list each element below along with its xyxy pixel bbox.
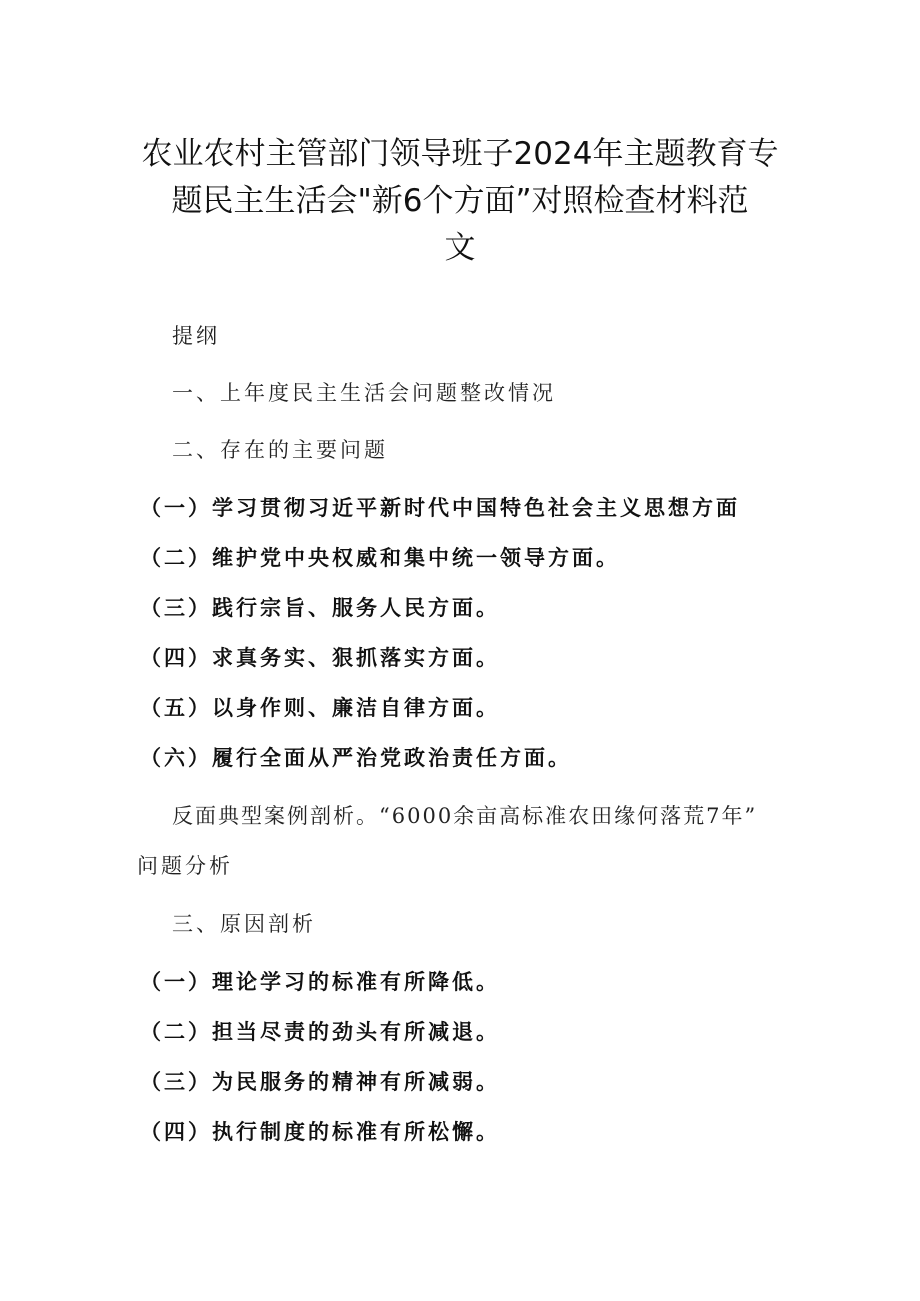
cause-item-2: （二）担当尽责的劲头有所减退。: [140, 1020, 500, 1044]
problem-item-2: （二）维护党中央权威和集中统一领导方面。: [140, 546, 620, 570]
cause-item-1: （一）理论学习的标准有所降低。: [140, 970, 500, 994]
title-line-1: 农业农村主管部门领导班子2024年主题教育专: [141, 136, 779, 172]
section-heading-3: 三、原因剖析: [172, 912, 316, 936]
outline-label: 提纲: [172, 324, 220, 348]
problem-item-1: （一）学习贯彻习近平新时代中国特色社会主义思想方面: [140, 496, 740, 520]
case-analysis-line-1: 反面典型案例剖析。“6000余亩高标准农田缘何落荒7年”: [172, 804, 758, 828]
title-line-3: 文: [444, 230, 476, 266]
title-line-2: 题民主生活会"新6个方面”对照检查材料范: [171, 183, 749, 219]
case-analysis-line-2: 问题分析: [137, 854, 233, 878]
problem-item-4: （四）求真务实、狠抓落实方面。: [140, 646, 500, 670]
section-heading-2: 二、存在的主要问题: [172, 438, 388, 462]
cause-item-4: （四）执行制度的标准有所松懈。: [140, 1120, 500, 1144]
problem-item-5: （五）以身作则、廉洁自律方面。: [140, 696, 500, 720]
problem-item-3: （三）践行宗旨、服务人民方面。: [140, 596, 500, 620]
section-heading-1: 一、上年度民主生活会问题整改情况: [172, 381, 556, 405]
cause-item-3: （三）为民服务的精神有所减弱。: [140, 1070, 500, 1094]
document-title: [130, 131, 790, 272]
problem-item-6: （六）履行全面从严治党政治责任方面。: [140, 746, 572, 770]
